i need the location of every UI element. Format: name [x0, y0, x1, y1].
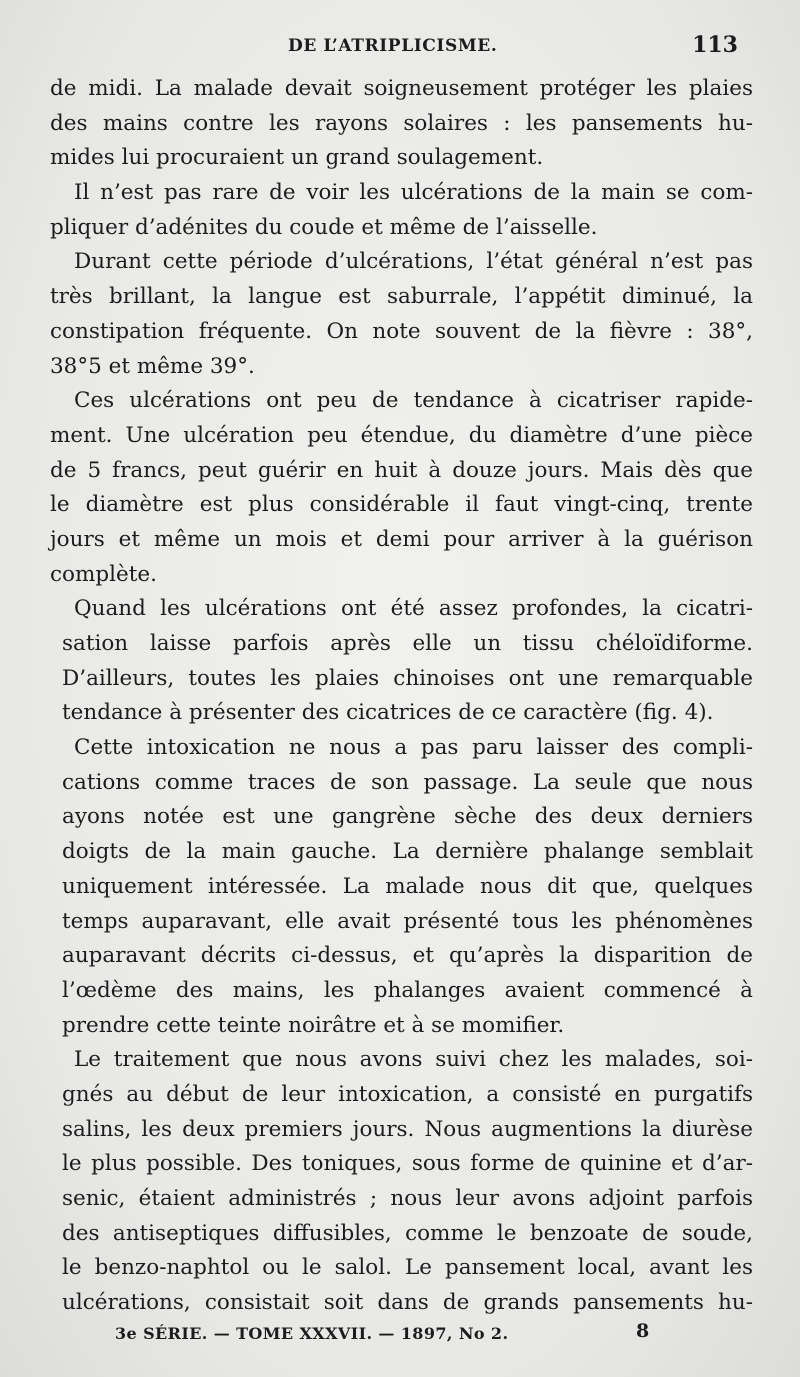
text-line: l’œdème des mains, les phalanges avaient commencé à [62, 977, 753, 1003]
text-line: 38°5 et même 39°. [50, 353, 255, 379]
text-line: cations comme traces de son passage. La seule que nous [62, 769, 753, 795]
text-line: temps auparavant, elle avait présenté tous les phénomènes [62, 908, 753, 934]
text-line: Ces ulcérations ont peu de tendance à cicatriser rapide- [74, 388, 753, 414]
text-line: le diamètre est plus considérable il faut vingt-cinq, trente [50, 492, 753, 518]
text-line: uniquement intéressée. La malade nous dit que, quelques [62, 873, 753, 899]
text-line: le plus possible. Des toniques, sous forme de quinine et d’ar- [62, 1151, 753, 1177]
text-line: tendance à présenter des cicatrices de ce caractère (fig. 4). [62, 700, 714, 726]
page-header [0, 34, 800, 68]
page-number: 113 [692, 32, 738, 58]
running-head: DE L’ATRIPLICISME. [288, 36, 498, 56]
text-line: le benzo-naphtol ou le salol. Le pansement local, avant les [62, 1255, 753, 1281]
body-text [50, 72, 753, 1321]
text-line: Durant cette période d’ulcérations, l’état général n’est pas [74, 249, 753, 275]
text-line: D’ailleurs, toutes les plaies chinoises ont une remarquable [62, 665, 753, 691]
text-line: Il n’est pas rare de voir les ulcérations de la main se com- [74, 180, 753, 206]
text-line: Le traitement que nous avons suivi chez les malades, soi- [74, 1047, 753, 1073]
text-line: salins, les deux premiers jours. Nous augmentions la diurèse [62, 1116, 753, 1142]
page-footer [0, 1320, 800, 1350]
series-imprint: 3e SÉRIE. — TOME XXXVII. — 1897, No 2. [115, 1324, 509, 1343]
text-line: ayons notée est une gangrène sèche des deux derniers [62, 804, 753, 830]
text-line: prendre cette teinte noirâtre et à se momifier. [62, 1012, 565, 1038]
text-line: complète. [50, 561, 157, 587]
text-line: senic, étaient administrés ; nous leur avons adjoint parfois [62, 1186, 753, 1211]
text-line: pliquer d’adénites du coude et même de l’aisselle. [50, 214, 598, 240]
text-line: ulcérations, consistait soit dans de grands pansements hu- [62, 1290, 753, 1316]
text-line: ment. Une ulcération peu étendue, du diamètre d’une pièce [50, 422, 753, 448]
text-line: auparavant décrits ci-dessus, et qu’après la disparition de [62, 943, 753, 969]
text-line: de 5 francs, peut guérir en huit à douze jours. Mais dès que [50, 457, 753, 483]
text-line: doigts de la main gauche. La dernière phalange semblait [62, 839, 753, 865]
text-line: très brillant, la langue est saburrale, l’appétit diminué, la [50, 284, 753, 310]
text-line: constipation fréquente. On note souvent de la fièvre : 38°, [50, 318, 753, 344]
signature-mark: 8 [636, 1320, 650, 1342]
text-line: Quand les ulcérations ont été assez profondes, la cicatri- [74, 596, 753, 622]
text-line: sation laisse parfois après elle un tissu chéloïdiforme. [62, 631, 753, 656]
text-line: Cette intoxication ne nous a pas paru laisser des compli- [74, 735, 753, 761]
text-line: mides lui procuraient un grand soulagement. [50, 145, 544, 171]
text-line: de midi. La malade devait soigneusement protéger les plaies [50, 76, 753, 101]
text-line: gnés au début de leur intoxication, a consisté en purgatifs [62, 1081, 753, 1107]
text-line: jours et même un mois et demi pour arriver à la guérison [50, 526, 753, 552]
text-line: des antiseptiques diffusibles, comme le benzoate de soude, [62, 1220, 753, 1246]
text-line: des mains contre les rayons solaires : les pansements hu- [50, 110, 753, 136]
